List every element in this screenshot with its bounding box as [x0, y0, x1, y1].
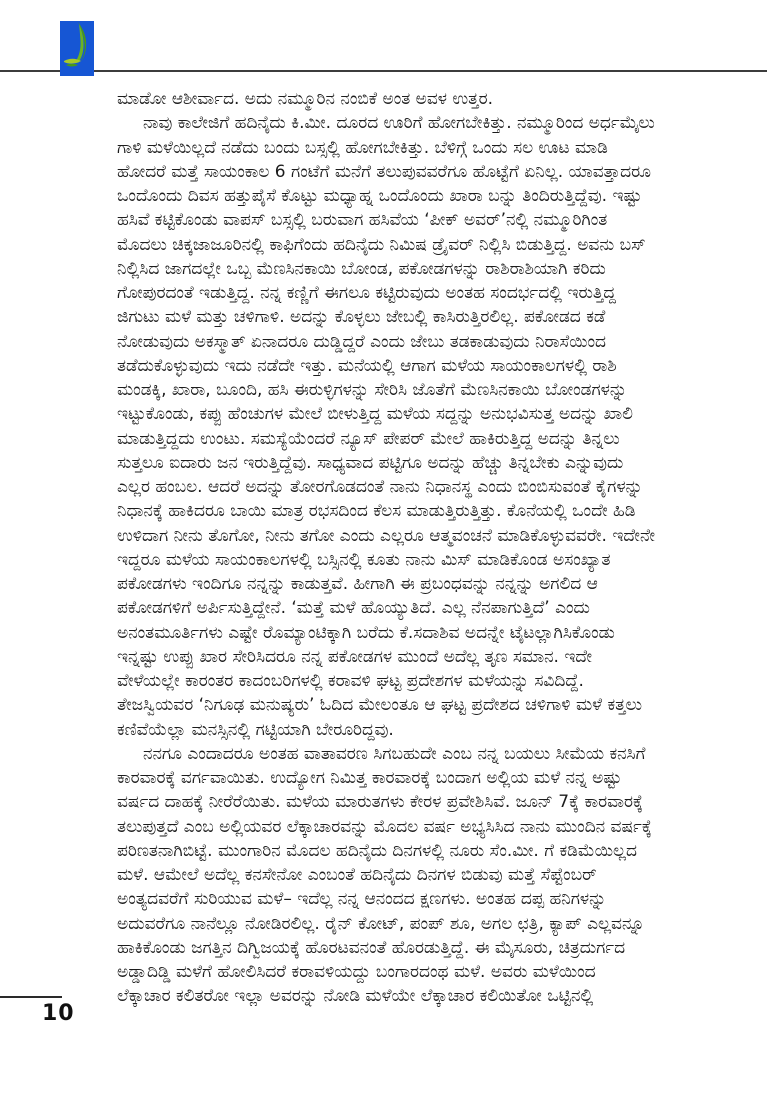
text-line: ಮಾಡುತ್ತಿದ್ದದು ಉಂಟು. ಸಮಸ್ಯೆಯೆಂದರೆ ನ್ಯೂಸ್ ಪೇಪರ್ ಮೇಲೆ ಹಾಕಿರುತ್ತಿದ್ದ ಅದನ್ನು ತಿನ್ನಲು [117, 428, 620, 449]
text-line: ನೋಡುವುದು ಅಕಸ್ಮಾತ್ ಏನಾದರೂ ದುಡ್ಡಿದ್ದರೆ ಎಂದು ಜೇಬು ತಡಕಾಡುವುದು ನಿರಾಸೆಯಿಂದ [117, 331, 606, 352]
text-line: ಇದ್ದರೂ ಮಳೆಯ ಸಾಯಂಕಾಲಗಳಲ್ಲಿ ಬಸ್ಸಿನಲ್ಲಿ ಕೂತು ನಾನು ಮಿಸ್ ಮಾಡಿಕೊಂಡ ಅಸಂಖ್ಯಾತ [117, 549, 611, 570]
text-line: ತಲುಪುತ್ತದೆ ಎಂಬ ಅಲ್ಲಿಯವರ ಲೆಕ್ಕಾಚಾರವನ್ನು ಮೊದಲ ವರ್ಷ ಅಭ್ಯಸಿಸಿದ ನಾನು ಮುಂದಿನ ವರ್ಷಕ್ಕೆ [117, 816, 652, 837]
text-line: ವರ್ಷದ ದಾಹಕ್ಕೆ ನೀರೆರೆಯಿತು. ಮಳೆಯ ಮಾರುತಗಳು ಕೇರಳ ಪ್ರವೇಶಿಸಿವೆ. ಜೂನ್ 7ಕ್ಕೆ ಕಾರವಾರಕ್ಕೆ [117, 792, 643, 813]
text-line: ಮೊದಲು ಚಿಕ್ಕಜಾಜೂರಿನಲ್ಲಿ ಕಾಫಿಗೆಂದು ಹದಿನೈದು ನಿಮಿಷ ಡ್ರೈವರ್ ನಿಲ್ಲಿಸಿ ಬಿಡುತ್ತಿದ್ದ. ಅವನು ಬಸ್ [117, 234, 646, 255]
text-line: ಗೋಪುರದಂತೆ ಇಡುತ್ತಿದ್ದ. ನನ್ನ ಕಣ್ಣಿಗೆ ಈಗಲೂ ಕಟ್ಟಿರುವುದು ಅಂತಹ ಸಂದರ್ಭದಲ್ಲಿ ಇರುತ್ತಿದ್ದ [117, 283, 616, 303]
text-line: ಒಂದೊಂದು ದಿವಸ ಹತ್ತುಪೈಸೆ ಕೊಟ್ಟು ಮಧ್ಯಾಹ್ನ ಒಂದೊಂದು ಖಾರಾ ಬನ್ನು ತಿಂದಿರುತ್ತಿದ್ದೆವು. ಇಷ್ಟು [117, 186, 642, 206]
body-text [117, 87, 703, 1009]
text-line: ಪಕೋಡಗಳಿಗೆ ಅರ್ಪಿಸುತ್ತಿದ್ದೇನೆ. ‘ಮತ್ತೆ ಮಳೆ ಹೊಯ್ಯುತಿದೆ. ಎಲ್ಲ ನೆನಪಾಗುತ್ತಿದೆ’ ಎಂದು [117, 598, 590, 619]
text-line: ಉಳಿದಾಗ ನೀನು ತೊಗೋ, ನೀನು ತಗೋ ಎಂದು ಎಲ್ಲರೂ ಆತ್ಮವಂಚನೆ ಮಾಡಿಕೊಳ್ಳುವವರೇ. ಇದೇನೇ [117, 525, 655, 546]
bird-swoosh-icon [60, 21, 94, 76]
text-line: ನಿಧಾನಕ್ಕೆ ಹಾಕಿದರೂ ಬಾಯಿ ಮಾತ್ರ ರಭಸದಿಂದ ಕೆಲಸ ಮಾಡುತ್ತಿರುತ್ತಿತ್ತು. ಕೊನೆಯಲ್ಲಿ ಒಂದೇ ಹಿಡಿ [117, 501, 636, 522]
text-line: ಹಾಕಿಕೊಂಡು ಜಗತ್ತಿನ ದಿಗ್ವಿಜಯಕ್ಕೆ ಹೊರಟವನಂತೆ ಹೊರಡುತ್ತಿದ್ದೆ. ಈ ಮೈಸೂರು, ಚಿತ್ರದುರ್ಗದ [117, 937, 626, 958]
text-line: ಅಂತ್ಯದವರೆಗೆ ಸುರಿಯುವ ಮಳೆ– ಇದೆಲ್ಲ ನನ್ನ ಆನಂದದ ಕ್ಷಣಗಳು. ಅಂತಹ ದಪ್ಪ ಹನಿಗಳನ್ನು [117, 889, 607, 910]
text-line: ಪರಿಣತನಾಗಿಬಿಟ್ಟೆ. ಮುಂಗಾರಿನ ಮೊದಲ ಹದಿನೈದು ದಿನಗಳಲ್ಲಿ ನೂರು ಸೆಂ.ಮೀ. ಗೆ ಕಡಿಮೆಯಿಲ್ಲದ [117, 840, 637, 861]
text-line: ಕಾರವಾರಕ್ಕೆ ವರ್ಗವಾಯಿತು. ಉದ್ಯೋಗ ನಿಮಿತ್ತ ಕಾರವಾರಕ್ಕೆ ಬಂದಾಗ ಅಲ್ಲಿಯ ಮಳೆ ನನ್ನ ಅಷ್ಟು [117, 768, 622, 788]
text-line: ಪಕೋಡಗಳು ಇಂದಿಗೂ ನನ್ನನ್ನು ಕಾಡುತ್ತವೆ. ಹೀಗಾಗಿ ಈ ಪ್ರಬಂಧವನ್ನು ನನ್ನನ್ನು ಅಗಲಿದ ಆ [117, 574, 598, 594]
text-line: ತೇಜಸ್ವಿಯವರ ‘ನಿಗೂಢ ಮನುಷ್ಯರು’ ಓದಿದ ಮೇಲಂತೂ ಆ ಘಟ್ಟ ಪ್ರದೇಶದ ಚಳಿಗಾಳಿ ಮಳೆ ಕತ್ತಲು [117, 695, 642, 716]
text-line: ಅಡ್ಡಾದಿಡ್ಡಿ ಮಳೆಗೆ ಹೋಲಿಸಿದರೆ ಕರಾವಳಿಯದ್ದು ಬಂಗಾರದಂಥ ಮಳೆ. ಅವರು ಮಳೆಯಿಂದ [117, 962, 596, 982]
text-line: ಎಲ್ಲರ ಹಂಬಲ. ಆದರೆ ಅದನ್ನು ತೋರಗೊಡದಂತೆ ನಾನು ನಿಧಾನಸ್ಥ ಎಂದು ಬಿಂಬಿಸುವಂತೆ ಕೈಗಳನ್ನು [117, 477, 643, 497]
text-line: ತಡೆದುಕೊಳ್ಳುವುದು ಇದು ನಡೆದೇ ಇತ್ತು. ಮನೆಯಲ್ಲಿ ಆಗಾಗ ಮಳೆಯ ಸಾಯಂಕಾಲಗಳಲ್ಲಿ ರಾಶಿ [117, 355, 617, 376]
text-line: ವೇಳೆಯಲ್ಲೇ ಕಾರಂತರ ಕಾದಂಬರಿಗಳಲ್ಲಿ ಕರಾವಳಿ ಘಟ್ಟ ಪ್ರದೇಶಗಳ ಮಳೆಯನ್ನು ಸವಿದಿದ್ದೆ. [117, 671, 584, 691]
text-line: ಹಸಿವೆ ಕಟ್ಟಿಕೊಂಡು ವಾಪಸ್ ಬಸ್ಸಲ್ಲಿ ಬರುವಾಗ ಹಸಿವೆಯ ‘ಪೀಕ್ ಅವರ್’ನಲ್ಲಿ ನಮ್ಮೂರಿಗಿಂತ [117, 210, 608, 231]
header-rule [0, 70, 767, 72]
text-line: ಜಿಗುಟು ಮಳೆ ಮತ್ತು ಚಳಿಗಾಳಿ. ಅದನ್ನು ಕೊಳ್ಳಲು ಜೇಬಲ್ಲಿ ಕಾಸಿರುತ್ತಿರಲಿಲ್ಲ. ಪಕೋಡದ ಕಡೆ [117, 307, 606, 328]
text-line: ಕಣಿವೆಯೆಲ್ಲಾ ಮನಸ್ಸಿನಲ್ಲಿ ಗಟ್ಟಿಯಾಗಿ ಬೇರೂರಿದ್ದವು. [117, 719, 394, 740]
text-line: ಲೆಕ್ಕಾಚಾರ ಕಲಿತರೋ ಇಲ್ಲಾ ಅವರನ್ನು ನೋಡಿ ಮಳೆಯೇ ಲೆಕ್ಕಾಚಾರ ಕಲಿಯಿತೋ ಒಟ್ಟಿನಲ್ಲಿ [117, 986, 594, 1007]
text-line: ಮಂಡಕ್ಕಿ, ಖಾರಾ, ಬೂಂದಿ, ಹಸಿ ಈರುಳ್ಳಿಗಳನ್ನು ಸೇರಿಸಿ ಜೊತೆಗೆ ಮೆಣಸಿನಕಾಯಿ ಬೋಂಡಗಳನ್ನು [117, 380, 628, 400]
text-line: ಮಳೆ. ಆಮೇಲೆ ಅದೆಲ್ಲ ಕನಸೇನೋ ಎಂಬಂತೆ ಹದಿನೈದು ದಿನಗಳ ಬಿಡುವು ಮತ್ತೆ ಸೆಪ್ಟೆಂಬರ್ [117, 865, 597, 885]
text-line: ನನಗೂ ಎಂದಾದರೂ ಅಂತಹ ವಾತಾವರಣ ಸಿಗಬಹುದೇ ಎಂಬ ನನ್ನ ಬಯಲು ಸೀಮೆಯ ಕನಸಿಗೆ [143, 743, 646, 764]
text-line: ಮಾಡೋ ಆಶೀರ್ವಾದ. ಅದು ನಮ್ಮೂರಿನ ನಂಬಿಕೆ ಅಂತ ಅವಳ ಉತ್ತರ. [117, 89, 494, 109]
text-line: ಇನ್ನಷ್ಟು ಉಪ್ಪು ಖಾರ ಸೇರಿಸಿದರೂ ನನ್ನ ಪಕೋಡಗಳ ಮುಂದೆ ಅದೆಲ್ಲ ತೃಣ ಸಮಾನ. ಇದೇ [117, 646, 592, 667]
text-line: ಅದುವರೆಗೂ ನಾನೆಲ್ಲೂ ನೋಡಿರಲಿಲ್ಲ. ರೈನ್ ಕೋಟ್, ಪಂಪ್ ಶೂ, ಅಗಲ ಛತ್ರಿ, ಕ್ಯಾಪ್ ಎಲ್ಲವನ್ನೂ [117, 913, 645, 934]
page-number-rule [0, 996, 62, 998]
page-number: 10 [42, 1001, 75, 1026]
publisher-logo [60, 21, 94, 76]
text-line: ನಾವು ಕಾಲೇಜಿಗೆ ಹದಿನೈದು ಕಿ.ಮೀ. ದೂರದ ಊರಿಗೆ ಹೋಗಬೇಕಿತ್ತು. ನಮ್ಮೂರಿಂದ ಅರ್ಧಮೈಲು [143, 113, 655, 134]
text-line: ಗಾಳಿ ಮಳೆಯಿಲ್ಲದೆ ನಡೆದು ಬಂದು ಬಸ್ಸಲ್ಲಿ ಹೋಗಬೇಕಿತ್ತು. ಬೆಳಿಗ್ಗೆ ಒಂದು ಸಲ ಊಟ ಮಾಡಿ [117, 137, 608, 158]
text-line: ಇಟ್ಟುಕೊಂಡು, ಕಪ್ಪು ಹೆಂಚುಗಳ ಮೇಲೆ ಬೀಳುತ್ತಿದ್ದ ಮಳೆಯ ಸದ್ದನ್ನು ಅನುಭವಿಸುತ್ತ ಅದನ್ನು ಖಾಲಿ [117, 404, 633, 425]
text-line: ಸುತ್ತಲೂ ಐದಾರು ಜನ ಇರುತ್ತಿದ್ದೆವು. ಸಾಧ್ಯವಾದ ಪಟ್ಟಿಗೂ ಅದನ್ನು ಹೆಚ್ಚು ತಿನ್ನಬೇಕು ಎನ್ನುವುದು [117, 452, 624, 473]
text-line: ಅನಂತಮೂರ್ತಿಗಳು ಎಷ್ಟೇ ರೊಮ್ಯಾಂಟಿಕ್ಕಾಗಿ ಬರೆದು ಕೆ.ಸದಾಶಿವ ಅದನ್ನೇ ಟೈಟಲ್ಲಾಗಿಸಿಕೊಂಡು [117, 622, 615, 643]
text-line: ಹೋದರೆ ಮತ್ತೆ ಸಾಯಂಕಾಲ 6 ಗಂಟೆಗೆ ಮನೆಗೆ ತಲುಪುವವರೆಗೂ ಹೊಟ್ಟೆಗೆ ಏನಿಲ್ಲ. ಯಾವತ್ತಾದರೂ [117, 161, 651, 182]
text-line: ನಿಲ್ಲಿಸಿದ ಜಾಗದಲ್ಲೇ ಒಬ್ಬ ಮೆಣಸಿನಕಾಯಿ ಬೋಂಡ, ಪಕೋಡಗಳನ್ನು ರಾಶಿರಾಶಿಯಾಗಿ ಕರಿದು [117, 258, 606, 279]
